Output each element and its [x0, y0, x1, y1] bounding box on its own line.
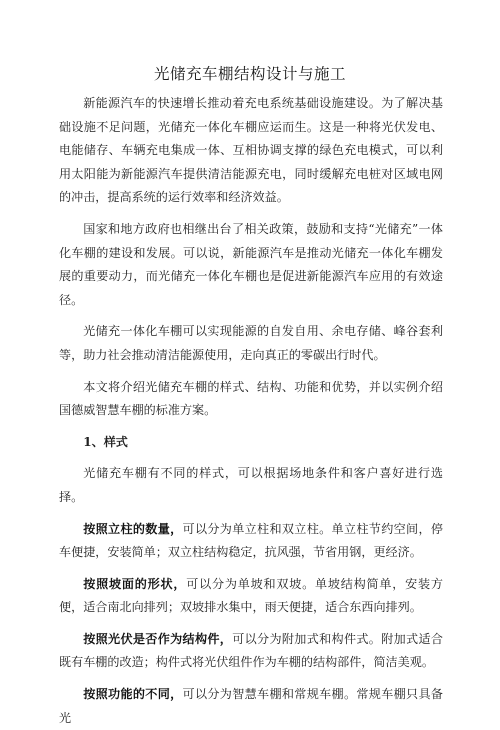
- style-item-slope: [59, 573, 443, 620]
- paragraph-policy: 国家和地方政府也相继出台了相关政策，鼓励和支持“光储充”一体化车棚的建设和发展。可以说，新能源汽车是推动光储充一体化车棚发展的重要动力，而光储充一体化车棚也是促进新能源汽车应用的有效途径。: [59, 221, 443, 307]
- item-text: 可以分为单立柱和双立柱。单立柱节约空间，停车便捷，安装简单；双立柱结构稳定，抗风强，节省用钢，更经济。: [59, 521, 443, 560]
- item-text: 可以分为附加式和构件式。附加式适合既有车棚的改造；构件式将光伏组件作为车棚的结构部件，简洁美观。: [59, 631, 443, 670]
- item-lead: 按照立柱的数量，: [83, 521, 183, 536]
- item-text: 可以分为单坡和双坡。单坡结构简单，安装方便，适合南北向排列；双坡排水集中，雨天便捷，适合东西向排列。: [59, 576, 443, 615]
- item-lead: 按照坡面的形状，: [83, 576, 187, 591]
- item-lead: 按照功能的不同，: [83, 687, 183, 702]
- section-intro: 光储充车棚有不同的样式，可以根据场地条件和客户喜好进行选择。: [59, 466, 443, 504]
- item-lead: 按照光伏是否作为结构件，: [83, 631, 233, 646]
- style-item-columns: [59, 518, 443, 565]
- section-heading: 1、样式: [83, 434, 128, 449]
- document-body: [59, 92, 443, 730]
- item-text: 可以分为智慧车棚和常规车棚。常规车棚只具备光: [59, 687, 443, 725]
- paragraph-overview: 本文将介绍光储充车棚的样式、结构、功能和优势，并以实例介绍国德威智慧车棚的标准方案。: [59, 379, 443, 418]
- paragraph-benefits: 光储充一体化车棚可以实现能源的自发自用、余电存储、峰谷套利等，助力社会推动清洁能源使用，走向真正的零碳出行时代。: [59, 324, 443, 362]
- document-title: 光储充车棚结构设计与施工: [153, 65, 346, 83]
- paragraph-intro: 新能源汽车的快速增长推动着充电系统基础设施建设。为了解决基础设施不足问题，光储充一体化车棚应运而生。这是一种将光伏发电、电能储存、车辆充电集成一体、互相协调支撑的绿色充电模式，可以利用太阳能为新能源汽车提供清洁能源充电，同时缓解充电桩对区域电网的冲击，提高系统的运行效率和经济效益。: [59, 96, 443, 205]
- style-item-pv-structure: [59, 628, 443, 675]
